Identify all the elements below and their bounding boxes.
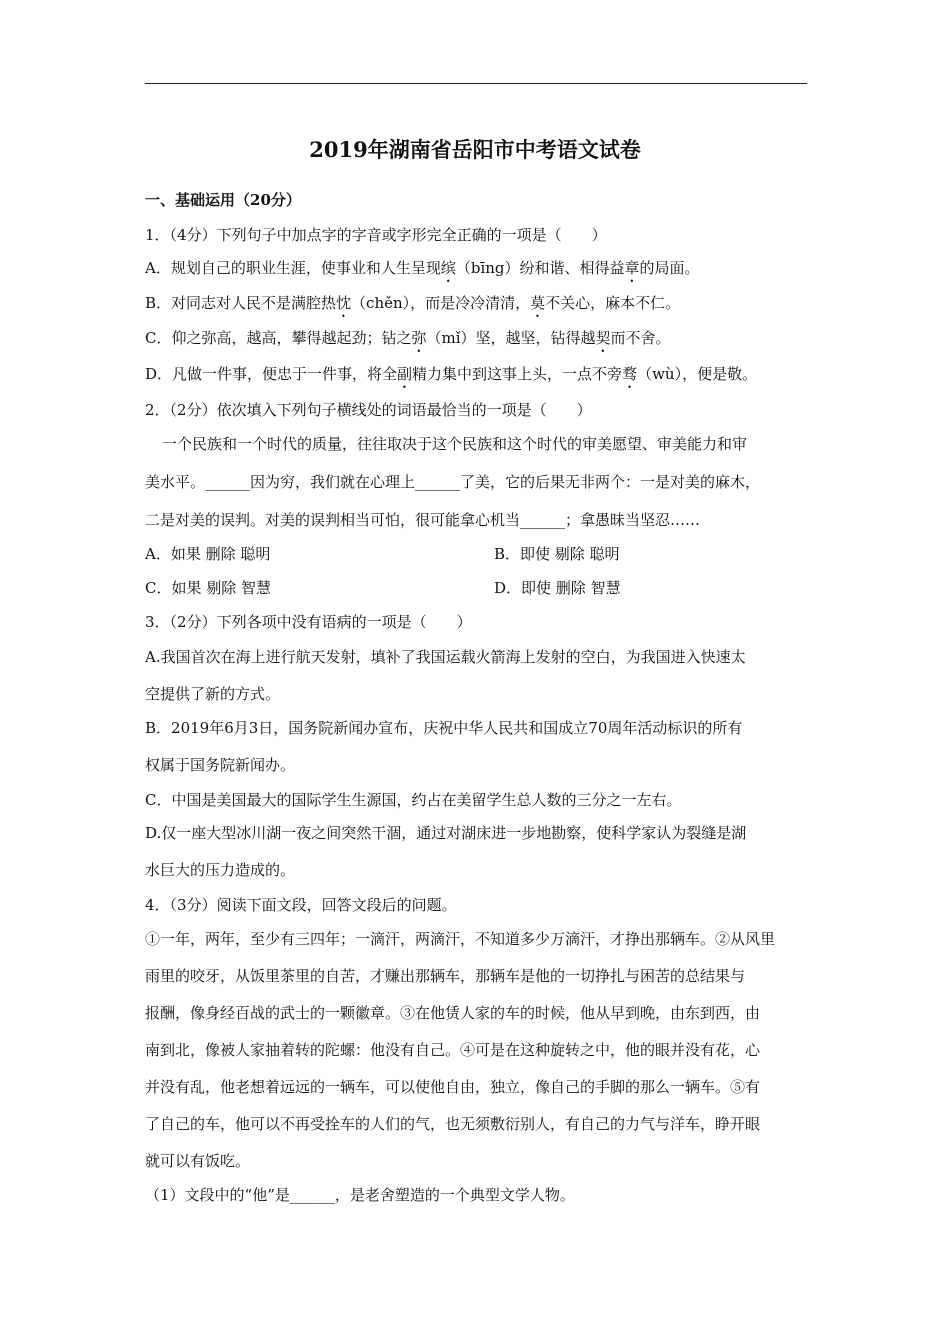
- text: D．凡做一件事，便忠于一件事，将全: [145, 365, 398, 383]
- text: B．对同志对人民不是满腔热: [145, 294, 337, 312]
- dotted-char: 缤: [440, 259, 456, 277]
- page-title: 2019年湖南省岳阳市中考语文试卷: [309, 137, 641, 162]
- q4-passage-line: 南到北，像被人家抽着转的陀螺：他没有自己。④可是在这种旋转之中，他的眼并没有花，心: [145, 1041, 761, 1059]
- dotted-char: 忱: [336, 294, 352, 312]
- q1-option-b: [145, 293, 680, 321]
- q3-option-d-cont: 水巨大的压力造成的。: [145, 861, 296, 879]
- dotted-char: 契: [595, 329, 611, 347]
- q4-passage-line: 雨里的咬牙，从饭里茶里的自苦，才赚出那辆车，那辆车是他的一切挣扎与困苦的总结果与: [145, 967, 746, 985]
- q2-passage-line: 二是对美的误判。对美的误判相当可怕，很可能拿心机当______；拿愚昧当坚忍……: [145, 511, 701, 529]
- text: （chěn），而是冷冷清清，: [351, 294, 531, 312]
- q2-option-b: B．即使 剔除 聪明: [494, 545, 620, 563]
- dotted-char: 弥: [411, 329, 427, 347]
- text: A．规划自己的职业生涯，使事业和人生呈现: [145, 259, 441, 277]
- q2-option-a: A．如果 删除 聪明: [145, 545, 271, 563]
- q1-stem: 1．（4分）下列句子中加点字的字音或字形完全正确的一项是（ ）: [145, 226, 607, 244]
- text: （mǐ）坚，越坚，钻得越: [426, 329, 596, 347]
- dotted-char: 章: [624, 259, 640, 277]
- q3-option-a-cont: 空提供了新的方式。: [145, 685, 281, 703]
- text: C．仰之弥高，越高，攀得越起劲；钻之: [145, 329, 412, 347]
- q2-option-c: C．如果 剔除 智慧: [145, 579, 272, 597]
- q4-passage-line: 并没有乱，他老想着远远的一辆车，可以使他自由，独立，像自己的手脚的那么一辆车。⑤有: [145, 1078, 761, 1096]
- q1-option-a: [145, 258, 700, 286]
- dotted-char: 副: [397, 365, 413, 383]
- dotted-char: 莫: [530, 294, 546, 312]
- q3-option-b: B．2019年6月3日，国务院新闻办宣布，庆祝中华人民共和国成立70周年活动标识的所有: [145, 719, 743, 737]
- text: 而不舍。: [610, 329, 671, 347]
- q1-option-c: [145, 328, 671, 356]
- q3-stem: 3．（2分）下列各项中没有语病的一项是（ ）: [145, 613, 472, 631]
- text: 的局面。: [639, 259, 700, 277]
- q4-passage-line: 就可以有饭吃。: [145, 1152, 251, 1170]
- top-rule: [145, 83, 807, 84]
- q1-option-d: [145, 364, 757, 392]
- q3-option-c: C．中国是美国最大的国际学生生源国，约占在美留学生总人数的三分之一左右。: [145, 791, 682, 809]
- dotted-char: 骛: [622, 365, 638, 383]
- text: 精力集中到这事上头，一点不旁: [412, 365, 623, 383]
- q2-passage-line: 一个民族和一个时代的质量，往往取决于这个民族和这个时代的审美愿望、审美能力和审: [162, 435, 748, 453]
- section-header: 一、基础运用（20分）: [145, 191, 301, 209]
- q2-stem: 2．（2分）依次填入下列句子横线处的词语最恰当的一项是（ ）: [145, 401, 592, 419]
- text: 不关心，麻本不仁。: [545, 294, 681, 312]
- q2-passage-line: 美水平。______因为穷，我们就在心理上______了美，它的后果无非两个：一是对美的麻木，: [145, 473, 761, 491]
- q4-stem: 4．（3分）阅读下面文段，回答文段后的问题。: [145, 896, 457, 914]
- q4-passage-line: ①一年，两年，至少有三四年；一滴汗，两滴汗，不知道多少万滴汗，才挣出那辆车。②从风里: [145, 930, 776, 948]
- text: （bīng）纷和谐、相得益: [455, 259, 625, 277]
- q3-option-a: A.我国首次在海上进行航天发射，填补了我国运载火箭海上发射的空白，为我国进入快速太: [145, 648, 746, 666]
- text: （wù），便是敬。: [637, 365, 758, 383]
- q2-option-d: D．即使 删除 智慧: [494, 579, 621, 597]
- q4-passage-line: 报酬，像身经百战的武士的一颗徽章。③在他赁人家的车的时候，他从早到晚，由东到西，由: [145, 1004, 761, 1022]
- q3-option-d: D.仅一座大型冰川湖一夜之间突然干涸，通过对湖床进一步地勘察，使科学家认为裂缝是湖: [145, 824, 747, 842]
- q3-option-b-cont: 权属于国务院新闻办。: [145, 756, 296, 774]
- q4-subquestion-1: （1）文段中的“他”是______，是老舍塑造的一个典型文学人物。: [145, 1186, 575, 1204]
- q4-passage-line: 了自己的车，他可以不再受拴车的人们的气，也无须敷衍别人，有自己的力气与洋车，睁开眼: [145, 1115, 761, 1133]
